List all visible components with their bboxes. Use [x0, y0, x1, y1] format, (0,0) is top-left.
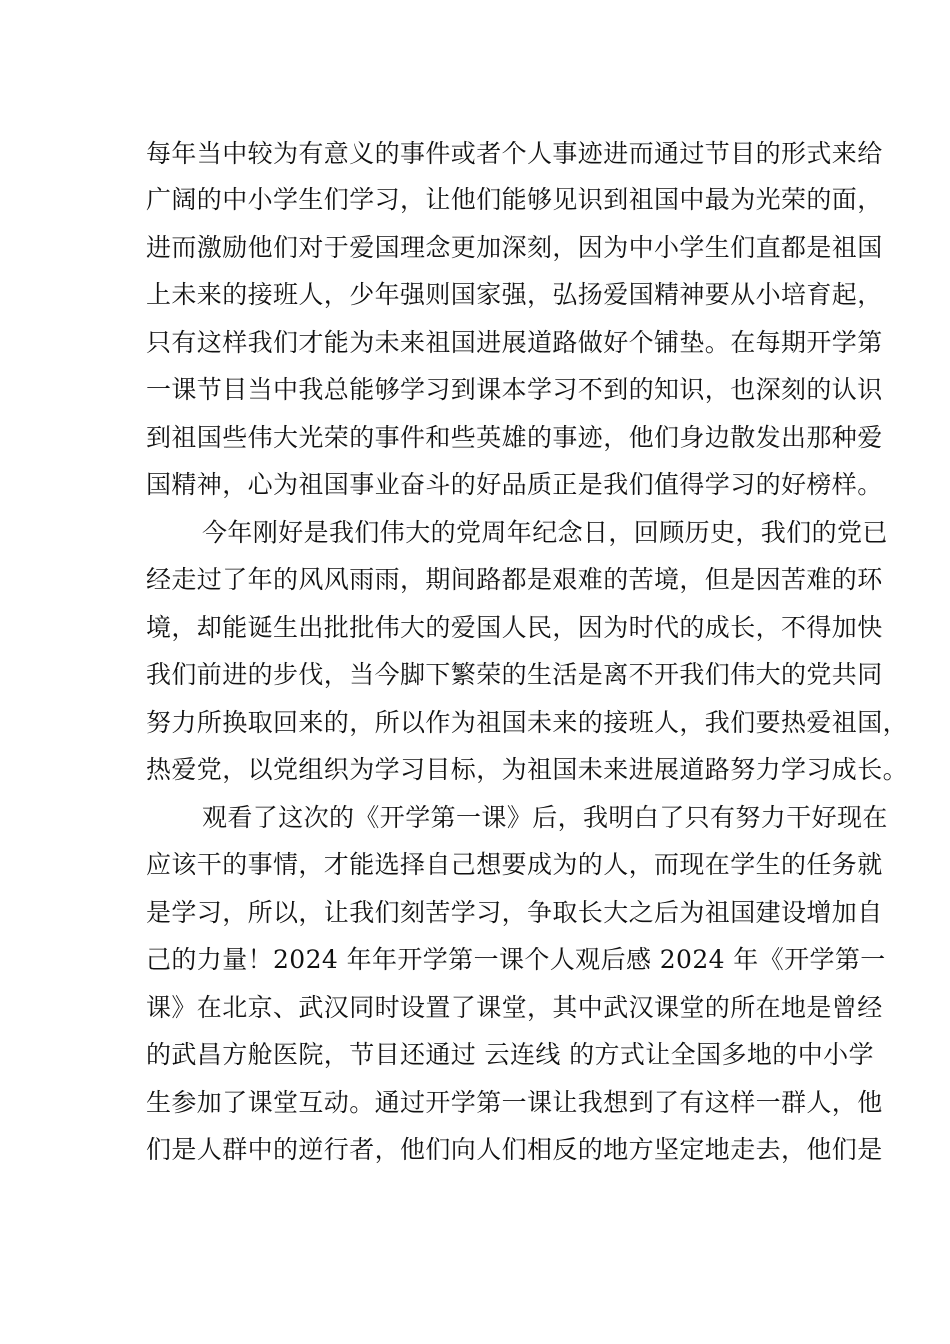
text-line-12: 我们前进的步伐，当今脚下繁荣的生活是离不开我们伟大的党共同	[146, 660, 883, 689]
text-line-10: 经走过了年的风风雨雨，期间路都是艰难的苦境，但是因苦难的环	[146, 565, 883, 594]
text-line-17: 是学习，所以，让我们刻苦学习，争取长大之后为祖国建设增加自	[146, 898, 883, 927]
text-line-14: 热爱党，以党组织为学习目标，为祖国未来进展道路努力学习成长。	[146, 755, 909, 784]
text-line-6: 一课节目当中我总能够学习到课本学习不到的知识，也深刻的认识	[146, 375, 883, 404]
text-line-8: 国精神，心为祖国事业奋斗的好品质正是我们值得学习的好榜样。	[146, 470, 883, 499]
text-line-18: 己的力量！2024 年年开学第一课个人观后感 2024 年《开学第一	[146, 945, 886, 974]
text-line-21: 生参加了课堂互动。通过开学第一课让我想到了有这样一群人，他	[146, 1088, 883, 1117]
text-line-5: 只有这样我们才能为未来祖国进展道路做好个铺垫。在每期开学第	[146, 328, 883, 357]
text-line-11: 境，却能诞生出批批伟大的爱国人民，因为时代的成长，不得加快	[146, 613, 883, 642]
text-line-4: 上未来的接班人，少年强则国家强，弘扬爱国精神要从小培育起，	[146, 280, 883, 309]
text-line-15: 观看了这次的《开学第一课》后，我明白了只有努力干好现在	[202, 803, 888, 832]
text-line-9: 今年刚好是我们伟大的党周年纪念日，回顾历史，我们的党已	[202, 518, 888, 547]
text-line-1: 每年当中较为有意义的事件或者个人事迹进而通过节目的形式来给	[146, 139, 883, 168]
text-line-7: 到祖国些伟大光荣的事件和些英雄的事迹，他们身边散发出那种爱	[146, 423, 883, 452]
text-line-3: 进而激励他们对于爱国理念更加深刻，因为中小学生们直都是祖国	[146, 233, 883, 262]
text-line-20: 的武昌方舱医院，节目还通过 云连线 的方式让全国多地的中小学	[146, 1040, 874, 1069]
text-line-16: 应该干的事情，才能选择自己想要成为的人，而现在学生的任务就	[146, 850, 883, 879]
text-line-2: 广阔的中小学生们学习，让他们能够见识到祖国中最为光荣的面，	[146, 185, 883, 214]
text-line-13: 努力所换取回来的，所以作为祖国未来的接班人，我们要热爱祖国，	[146, 708, 909, 737]
text-line-22: 们是人群中的逆行者，他们向人们相反的地方坚定地走去，他们是	[146, 1135, 883, 1164]
text-line-19: 课》在北京、武汉同时设置了课堂，其中武汉课堂的所在地是曾经	[146, 993, 883, 1022]
